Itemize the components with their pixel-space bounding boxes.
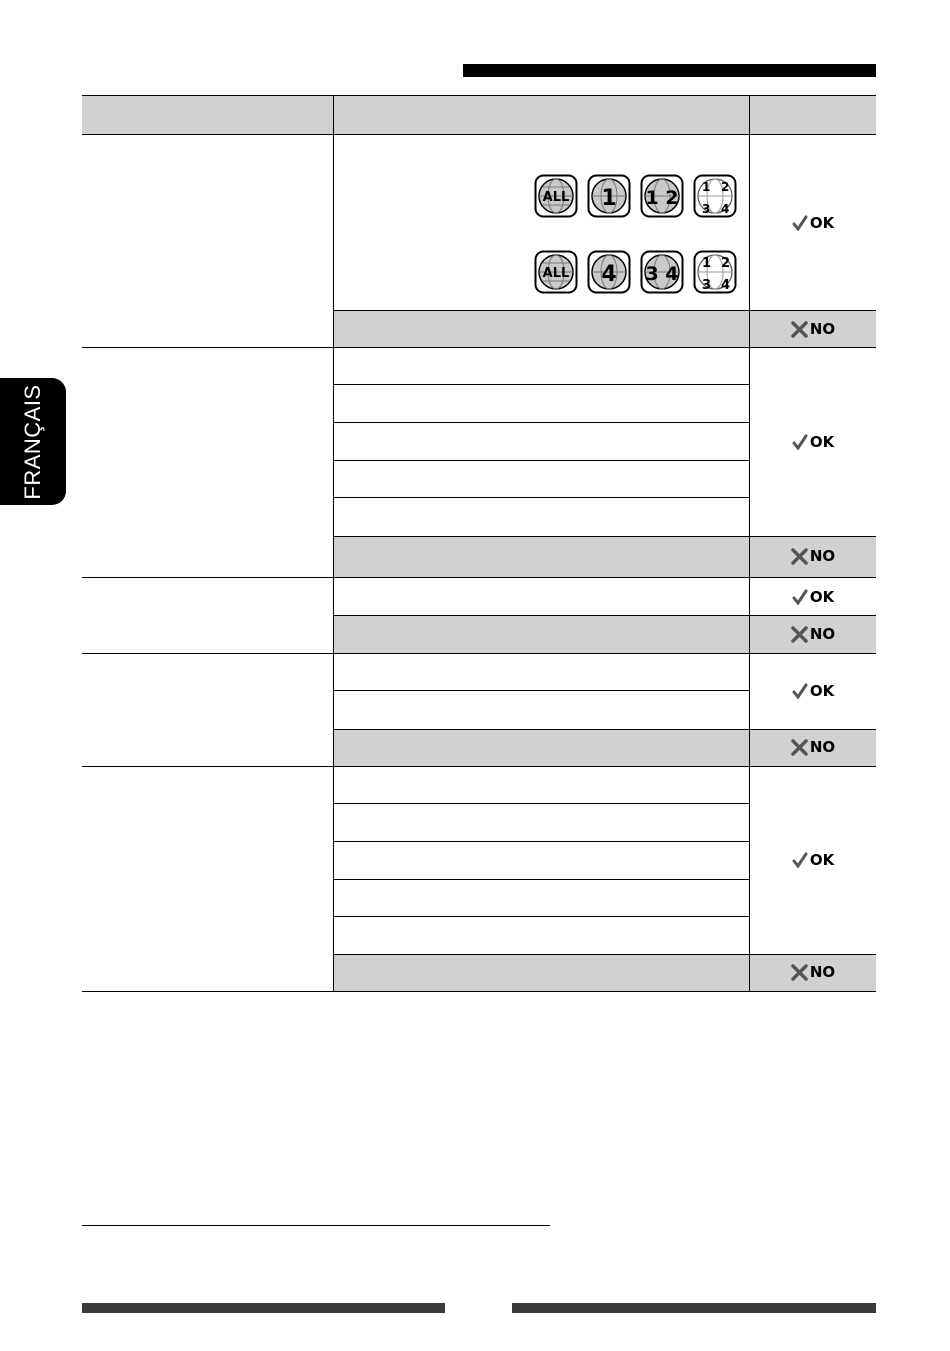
status-no-label: NO bbox=[809, 320, 836, 338]
checkmark-icon bbox=[792, 683, 808, 699]
region-all-icon bbox=[534, 174, 578, 218]
rule bbox=[334, 690, 749, 691]
cross-icon bbox=[791, 548, 808, 565]
rule bbox=[334, 879, 749, 880]
region-1-2-3-4-icon bbox=[693, 250, 737, 294]
cross-icon bbox=[791, 321, 808, 338]
region-all-icon bbox=[534, 250, 578, 294]
status-ok-label: OK bbox=[809, 682, 835, 700]
rule bbox=[82, 766, 876, 767]
top-bar bbox=[463, 64, 876, 77]
language-tab bbox=[0, 378, 66, 505]
cross-icon bbox=[791, 626, 808, 643]
status-ok bbox=[750, 847, 876, 873]
svg-text:2: 2 bbox=[721, 180, 730, 194]
rule bbox=[334, 615, 876, 616]
status-no bbox=[750, 543, 876, 569]
region-label: 1 2 bbox=[645, 187, 679, 209]
language-tab-label: FRANÇAIS bbox=[20, 383, 45, 500]
status-no bbox=[750, 316, 876, 342]
rule bbox=[334, 497, 749, 498]
checkmark-icon bbox=[792, 215, 808, 231]
rule bbox=[334, 803, 749, 804]
status-no bbox=[750, 621, 876, 647]
svg-text:1: 1 bbox=[702, 256, 712, 271]
svg-text:4: 4 bbox=[721, 278, 731, 293]
region-1-icon bbox=[587, 174, 631, 218]
checkmark-icon bbox=[792, 589, 808, 605]
rule bbox=[82, 991, 876, 992]
status-no-label: NO bbox=[809, 547, 836, 565]
region-label: ALL bbox=[542, 190, 570, 205]
status-no-label: NO bbox=[809, 738, 836, 756]
rule bbox=[82, 134, 876, 135]
status-no bbox=[750, 734, 876, 760]
rule bbox=[82, 95, 876, 96]
region-4-icon bbox=[587, 250, 631, 294]
status-ok-label: OK bbox=[809, 214, 835, 232]
table-header bbox=[82, 96, 876, 134]
status-ok-label: OK bbox=[809, 588, 835, 606]
rule bbox=[334, 536, 876, 537]
status-no-label: NO bbox=[809, 625, 836, 643]
svg-text:3: 3 bbox=[702, 278, 712, 293]
bottom-bar-left bbox=[82, 1303, 445, 1313]
svg-text:2: 2 bbox=[721, 256, 731, 271]
region-3-4-icon bbox=[640, 250, 684, 294]
footnote-rule bbox=[82, 1225, 550, 1226]
status-no bbox=[750, 959, 876, 985]
checkmark-icon bbox=[792, 852, 808, 868]
rule bbox=[334, 954, 876, 955]
svg-text:3: 3 bbox=[702, 202, 711, 216]
checkmark-icon bbox=[792, 434, 808, 450]
region-1-2-3-4-icon bbox=[693, 174, 737, 218]
cross-icon bbox=[791, 964, 808, 981]
region-label: 1 bbox=[601, 186, 617, 211]
rule bbox=[82, 347, 876, 348]
status-ok bbox=[750, 584, 876, 610]
svg-text:4: 4 bbox=[721, 202, 730, 216]
rule bbox=[334, 916, 749, 917]
rule bbox=[334, 729, 876, 730]
status-ok bbox=[750, 429, 876, 455]
status-ok bbox=[750, 678, 876, 704]
cross-icon bbox=[791, 739, 808, 756]
rule bbox=[334, 460, 749, 461]
rule bbox=[82, 653, 876, 654]
status-no-label: NO bbox=[809, 963, 836, 981]
region-label: 3 4 bbox=[645, 263, 679, 285]
column-divider bbox=[333, 95, 334, 992]
region-label: ALL bbox=[542, 266, 570, 281]
status-ok bbox=[750, 210, 876, 236]
rule bbox=[334, 841, 749, 842]
rule bbox=[334, 384, 749, 385]
rule bbox=[334, 310, 876, 311]
rule bbox=[334, 422, 749, 423]
bottom-bar-right bbox=[512, 1303, 876, 1313]
region-1-2-icon bbox=[640, 174, 684, 218]
status-ok-label: OK bbox=[809, 851, 835, 869]
svg-text:1: 1 bbox=[702, 180, 711, 194]
status-ok-label: OK bbox=[809, 433, 835, 451]
region-label: 4 bbox=[601, 262, 617, 287]
rule bbox=[82, 577, 876, 578]
